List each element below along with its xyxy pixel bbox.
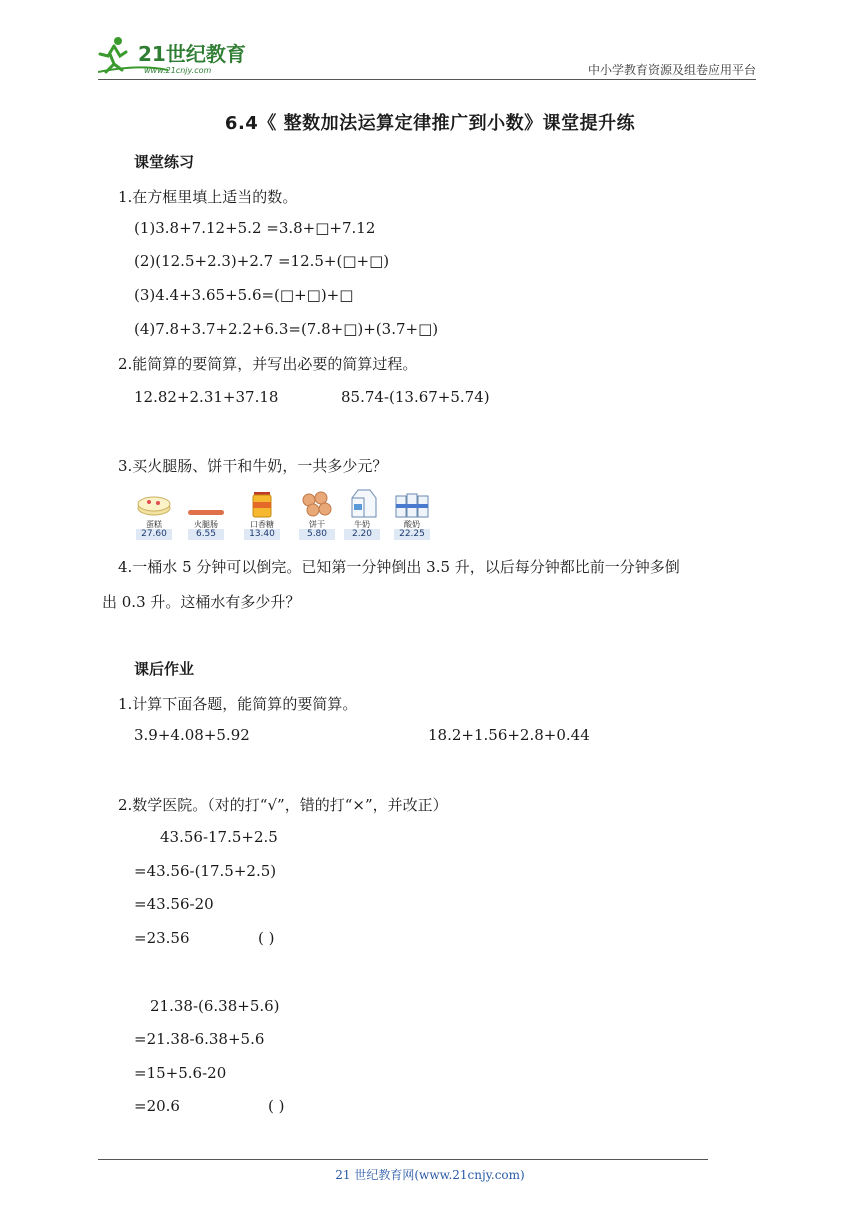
page-title: 6.4《 整数加法运算定律推广到小数》课堂提升练	[224, 113, 636, 134]
section-heading-classwork: 课堂练习	[134, 153, 195, 171]
question-2: 2.能简算的要简算，并写出必要的简算过程。	[118, 355, 418, 373]
hw-q2b-line-2: =21.38-6.38+5.6	[134, 1030, 265, 1048]
product-item	[242, 488, 282, 542]
q1-line-3: (3)4.4+3.65+5.6=(□+□)+□	[134, 286, 354, 304]
hw-q2b-line-1: 21.38-(6.38+5.6)	[150, 997, 280, 1015]
product-list	[134, 488, 434, 542]
hw-q2b-line-4: =20.6	[134, 1097, 180, 1115]
hw-question-1: 1.计算下面各题，能简算的要简算。	[118, 695, 358, 713]
hw-q2a-line-3: =43.56-20	[134, 895, 214, 913]
hw-q2a-line-1: 43.56-17.5+2.5	[160, 828, 278, 846]
gum-icon	[242, 488, 282, 518]
product-price: 22.25	[394, 529, 430, 540]
hw-q1-expression-1: 3.9+4.08+5.92	[134, 726, 250, 744]
yogurt-icon	[392, 488, 432, 518]
question-1: 1.在方框里填上适当的数。	[118, 188, 298, 206]
svg-text:www.21cnjy.com: www.21cnjy.com	[144, 66, 212, 75]
hw-q2a-line-2: =43.56-(17.5+2.5)	[134, 862, 277, 880]
section-heading-homework: 课后作业	[134, 660, 195, 678]
question-4-line-1: 4.一桶水 5 分钟可以倒完。已知第一分钟倒出 3.5 升，以后每分钟都比前一分钟多倒	[118, 558, 680, 576]
answer-bracket-b[interactable]: ( )	[268, 1097, 285, 1115]
header-divider	[98, 79, 756, 80]
cookie-icon	[297, 488, 337, 518]
product-name: 口香糖	[250, 520, 274, 529]
product-name: 蛋糕	[146, 520, 162, 529]
svg-text:21世纪教育: 21世纪教育	[138, 42, 246, 66]
product-name: 酸奶	[404, 520, 420, 529]
hw-q2a-line-4: =23.56	[134, 929, 190, 947]
runner-logo-icon	[98, 34, 258, 78]
footer-text[interactable]: 21 世纪教育网(www.21cnjy.com)	[335, 1168, 525, 1182]
platform-name: 中小学教育资源及组卷应用平台	[587, 63, 756, 77]
product-item	[186, 488, 226, 542]
hw-question-2: 2.数学医院。（对的打“√”，错的打“×”，并改正）	[118, 796, 448, 814]
product-name: 火腿肠	[194, 520, 218, 529]
product-price: 5.80	[299, 529, 335, 540]
product-item	[342, 488, 382, 542]
product-item	[297, 488, 337, 542]
product-item	[134, 488, 174, 542]
q2-expression-1: 12.82+2.31+37.18	[134, 388, 279, 406]
answer-bracket-a[interactable]: ( )	[258, 929, 275, 947]
hw-q2b-line-3: =15+5.6-20	[134, 1064, 227, 1082]
sausage-icon	[186, 488, 226, 518]
product-price: 6.55	[188, 529, 224, 540]
product-name: 饼干	[309, 520, 325, 529]
q2-expression-2: 85.74-(13.67+5.74)	[341, 388, 490, 406]
question-4-line-2: 出 0.3 升。这桶水有多少升？	[102, 593, 301, 611]
product-name: 牛奶	[354, 520, 370, 529]
hw-q1-expression-2: 18.2+1.56+2.8+0.44	[428, 726, 590, 744]
product-price: 27.60	[136, 529, 172, 540]
cake-icon	[134, 488, 174, 518]
product-item	[392, 488, 432, 542]
logo	[98, 34, 258, 78]
footer-divider	[98, 1159, 708, 1160]
product-price: 13.40	[244, 529, 280, 540]
milk-icon	[342, 488, 382, 518]
q1-line-4: (4)7.8+3.7+2.2+6.3=(7.8+□)+(3.7+□)	[134, 320, 439, 338]
q1-line-2: (2)(12.5+2.3)+2.7 =12.5+(□+□)	[134, 252, 390, 270]
q1-line-1: (1)3.8+7.12+5.2 =3.8+□+7.12	[134, 219, 376, 237]
product-price: 2.20	[344, 529, 380, 540]
question-3: 3.买火腿肠、饼干和牛奶，一共多少元？	[118, 457, 388, 475]
